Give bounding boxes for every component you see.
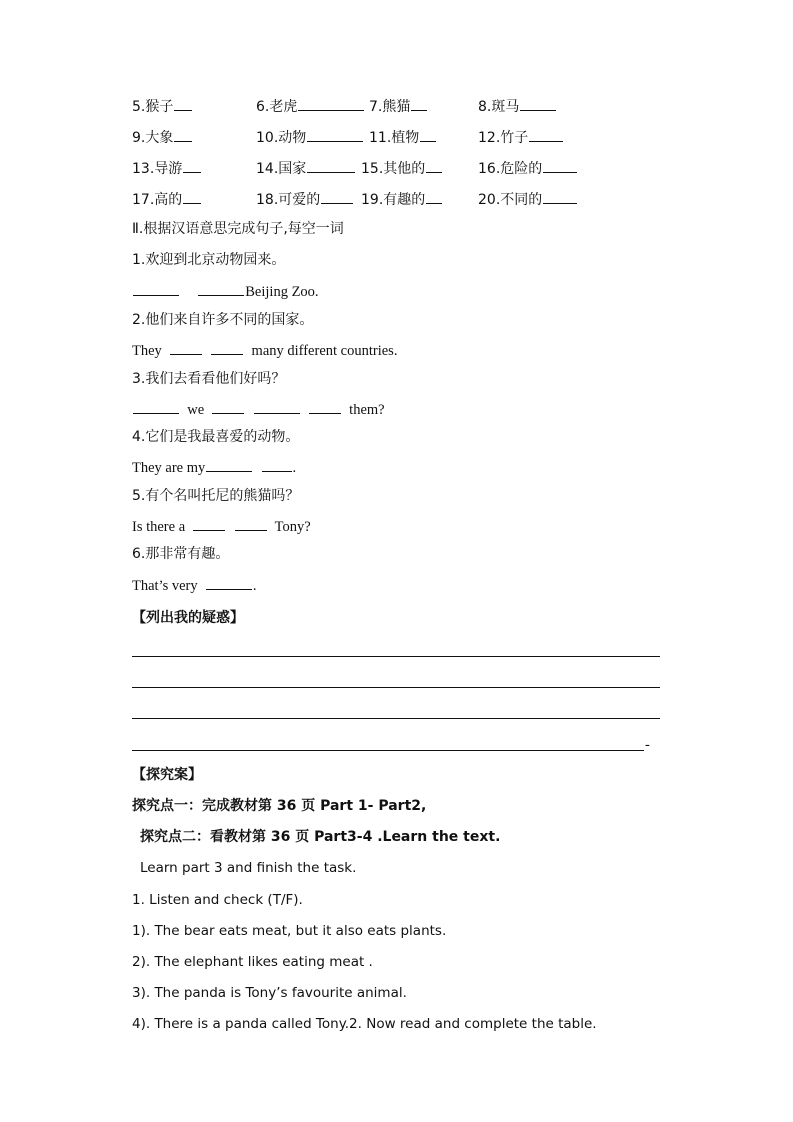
explore-heading: 【探究案】 [132, 767, 202, 783]
vocab-item: 16.危险的 [478, 159, 578, 178]
vocab-item: 9.大象 [132, 128, 193, 147]
answer-blank[interactable] [307, 159, 355, 173]
question-chinese: 4.它们是我最喜爱的动物。 [132, 429, 300, 445]
vocab-item: 11.植物 [369, 128, 437, 147]
trailing-mark: - [645, 737, 650, 753]
answer-blank[interactable] [307, 128, 363, 142]
answer-blank[interactable] [133, 400, 179, 414]
vocab-item: 17.高的 [132, 190, 202, 209]
answer-blank[interactable] [543, 190, 577, 204]
answer-line: Beijing Zoo. [132, 282, 319, 301]
answer-blank[interactable] [543, 159, 577, 173]
question-chinese: 2.他们来自许多不同的国家。 [132, 312, 314, 328]
answer-blank[interactable] [183, 190, 201, 204]
answer-blank[interactable] [426, 159, 442, 173]
vocab-item: 12.竹子 [478, 128, 564, 147]
question-chinese: 5.有个名叫托尼的熊猫吗？ [132, 488, 300, 504]
explore-point-1: 探究点一：完成教材第 36 页 Part 1- Part2, [132, 798, 427, 814]
explore-point-2: 探究点二：看教材第 36 页 Part3-4 .Learn the text. [140, 829, 501, 845]
statement-2: 2). The elephant likes eating meat . [132, 954, 373, 970]
answer-blank[interactable] [321, 190, 353, 204]
answer-blank[interactable] [174, 128, 192, 142]
writing-line[interactable] [132, 750, 644, 751]
vocab-item: 19.有趣的 [361, 190, 443, 209]
question-chinese: 3.我们去看看他们好吗？ [132, 371, 286, 387]
vocab-item: 13.导游 [132, 159, 202, 178]
statement-3: 3). The panda is Tony’s favourite animal. [132, 985, 407, 1001]
vocab-item: 6.老虎 [256, 97, 365, 116]
answer-blank[interactable] [411, 97, 427, 111]
answer-blank[interactable] [211, 341, 243, 355]
answer-blank[interactable] [193, 517, 225, 531]
vocab-item: 7.熊猫 [369, 97, 428, 116]
answer-blank[interactable] [309, 400, 341, 414]
answer-blank[interactable] [183, 159, 201, 173]
answer-blank[interactable] [420, 128, 436, 142]
writing-line[interactable] [132, 718, 660, 719]
answer-blank[interactable] [529, 128, 563, 142]
writing-line[interactable] [132, 687, 660, 688]
answer-blank[interactable] [520, 97, 556, 111]
vocab-item: 8.斑马 [478, 97, 557, 116]
answer-blank[interactable] [198, 282, 244, 296]
section-heading: Ⅱ.根据汉语意思完成句子,每空一词 [132, 221, 344, 237]
vocab-item: 18.可爱的 [256, 190, 354, 209]
answer-blank[interactable] [254, 400, 300, 414]
answer-blank[interactable] [426, 190, 442, 204]
answer-blank[interactable] [206, 576, 252, 590]
vocab-item: 14.国家 [256, 159, 356, 178]
statement-4: 4). There is a panda called Tony.2. Now read and complete the table. [132, 1016, 597, 1032]
answer-blank[interactable] [262, 458, 292, 472]
answer-blank[interactable] [170, 341, 202, 355]
statement-1: 1). The bear eats meat, but it also eats plants. [132, 923, 447, 939]
answer-blank[interactable] [206, 458, 252, 472]
listen-instruction: 1. Listen and check (T/F). [132, 892, 303, 908]
answer-line: They are my . [132, 460, 297, 476]
answer-line: That’s very . [132, 578, 257, 594]
question-chinese: 6.那非常有趣。 [132, 546, 230, 562]
answer-blank[interactable] [212, 400, 244, 414]
doubts-heading: 【列出我的疑惑】 [132, 610, 244, 626]
answer-line: Is there a Tony? [132, 519, 311, 535]
vocab-item: 15.其他的 [361, 159, 443, 178]
task-instruction: Learn part 3 and finish the task. [140, 860, 357, 876]
question-chinese: 1.欢迎到北京动物园来。 [132, 252, 286, 268]
answer-line: we them? [132, 400, 385, 419]
vocab-item: 10.动物 [256, 128, 364, 147]
vocab-item: 5.猴子 [132, 97, 193, 116]
answer-blank[interactable] [133, 282, 179, 296]
answer-blank[interactable] [235, 517, 267, 531]
vocab-item: 20.不同的 [478, 190, 578, 209]
writing-line[interactable] [132, 656, 660, 657]
answer-blank[interactable] [298, 97, 364, 111]
answer-line: They many different countries. [132, 343, 398, 359]
answer-blank[interactable] [174, 97, 192, 111]
